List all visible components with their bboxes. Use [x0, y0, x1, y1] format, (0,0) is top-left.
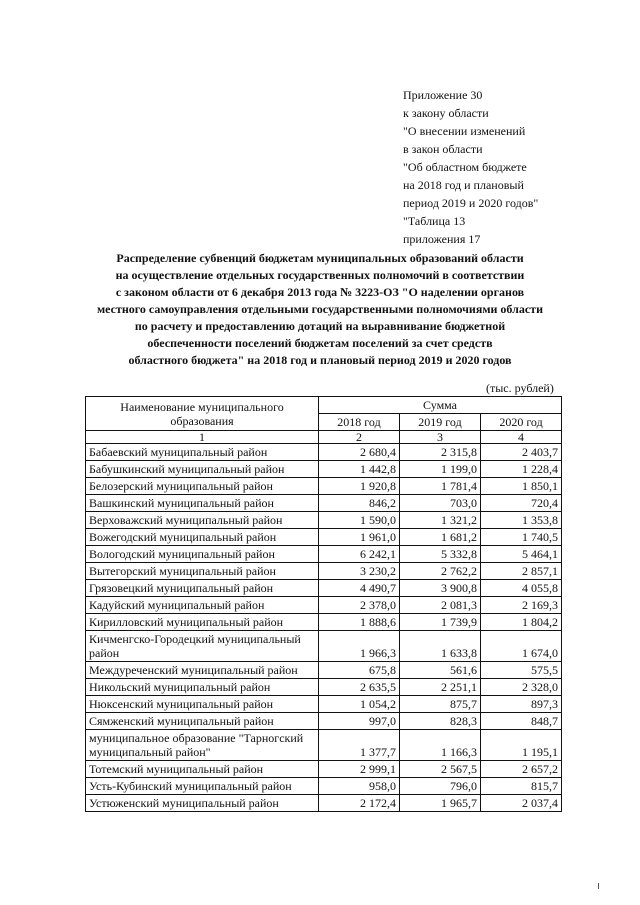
column-number: 3: [400, 431, 481, 444]
header-year-2020: 2020 год: [481, 414, 562, 431]
value-2020: 1 195,1: [481, 730, 562, 761]
table-row: [86, 580, 562, 597]
district-name: Устюженский муниципальный район: [86, 795, 319, 812]
value-2018: 4 490,7: [319, 580, 400, 597]
value-2018: 1 442,8: [319, 461, 400, 478]
value-2019: 1 739,9: [400, 614, 481, 631]
table-row: [86, 662, 562, 679]
table-row: [86, 597, 562, 614]
title-line: с законом области от 6 декабря 2013 года № 3223-ОЗ "О наделении органов: [115, 285, 525, 299]
value-2020: 1 353,8: [481, 512, 562, 529]
district-name: Нюксенский муниципальный район: [86, 696, 319, 713]
district-name: Верховажский муниципальный район: [86, 512, 319, 529]
value-2019: 2 762,2: [400, 563, 481, 580]
value-2019: 1 321,2: [400, 512, 481, 529]
value-2018: 1 054,2: [319, 696, 400, 713]
value-2019: 796,0: [400, 778, 481, 795]
table-row: [86, 563, 562, 580]
title-line: обеспеченности поселений бюджетам поселений за счет средств: [147, 336, 493, 350]
table-row: [86, 713, 562, 730]
table-row: [86, 512, 562, 529]
value-2019: 1 633,8: [400, 631, 481, 662]
appendix-line: "О внесении изменений: [403, 124, 526, 138]
document-title: [60, 250, 580, 369]
value-2018: 1 966,3: [319, 631, 400, 662]
value-2018: 3 230,2: [319, 563, 400, 580]
value-2020: 4 055,8: [481, 580, 562, 597]
value-2020: 2 169,3: [481, 597, 562, 614]
district-name: Сямженский муниципальный район: [86, 713, 319, 730]
value-2019: 1 781,4: [400, 478, 481, 495]
column-number: 2: [319, 431, 400, 444]
header-year-2019: 2019 год: [400, 414, 481, 431]
district-name: Вологодский муниципальный район: [86, 546, 319, 563]
value-2019: 703,0: [400, 495, 481, 512]
value-2018: 2 680,4: [319, 444, 400, 461]
header-name: Наименование муниципального образования: [86, 397, 319, 431]
table-row: [86, 631, 562, 662]
value-2019: 875,7: [400, 696, 481, 713]
appendix-line: приложения 17: [403, 232, 481, 246]
value-2020: 2 037,4: [481, 795, 562, 812]
value-2020: 897,3: [481, 696, 562, 713]
value-2019: 561,6: [400, 662, 481, 679]
district-name: Бабаевский муниципальный район: [86, 444, 319, 461]
value-2018: 1 888,6: [319, 614, 400, 631]
value-2019: 2 315,8: [400, 444, 481, 461]
value-2018: 997,0: [319, 713, 400, 730]
value-2018: 958,0: [319, 778, 400, 795]
table-row: [86, 614, 562, 631]
value-2019: 3 900,8: [400, 580, 481, 597]
title-line: областного бюджета" на 2018 год и плановый период 2019 и 2020 годов: [128, 353, 512, 367]
value-2019: 2 081,3: [400, 597, 481, 614]
appendix-line: "Об областном бюджете: [403, 160, 527, 174]
value-2020: 2 857,1: [481, 563, 562, 580]
appendix-line: на 2018 год и плановый: [403, 178, 524, 192]
district-name: Междуреченский муниципальный район: [86, 662, 319, 679]
value-2019: 1 681,2: [400, 529, 481, 546]
district-name: Вашкинский муниципальный район: [86, 495, 319, 512]
subsidy-table: [85, 396, 562, 812]
district-name: Кадуйский муниципальный район: [86, 597, 319, 614]
district-name: Никольский муниципальный район: [86, 679, 319, 696]
value-2020: 720,4: [481, 495, 562, 512]
table-row: [86, 679, 562, 696]
value-2018: 675,8: [319, 662, 400, 679]
value-2018: 1 590,0: [319, 512, 400, 529]
district-name: муниципальное образование "Тарногский муниципальный район": [86, 730, 319, 761]
table-row: [86, 778, 562, 795]
scan-mark: [598, 883, 599, 889]
appendix-line: Приложение 30: [403, 88, 483, 102]
value-2019: 1 166,3: [400, 730, 481, 761]
value-2020: 2 328,0: [481, 679, 562, 696]
value-2018: 2 999,1: [319, 761, 400, 778]
value-2020: 1 804,2: [481, 614, 562, 631]
value-2019: 1 965,7: [400, 795, 481, 812]
value-2018: 1 920,8: [319, 478, 400, 495]
value-2020: 1 228,4: [481, 461, 562, 478]
district-name: Усть-Кубинский муниципальный район: [86, 778, 319, 795]
header-sum: Сумма: [319, 397, 562, 414]
value-2019: 2 251,1: [400, 679, 481, 696]
table-row: [86, 529, 562, 546]
district-name: Грязовецкий муниципальный район: [86, 580, 319, 597]
district-name: Вытегорский муниципальный район: [86, 563, 319, 580]
table-row: [86, 696, 562, 713]
value-2019: 828,3: [400, 713, 481, 730]
table-row: [86, 795, 562, 812]
table-row: [86, 495, 562, 512]
district-name: Бабушкинский муниципальный район: [86, 461, 319, 478]
table-row: [86, 478, 562, 495]
appendix-line: период 2019 и 2020 годов": [403, 196, 539, 210]
value-2020: 575,5: [481, 662, 562, 679]
table-row: [86, 546, 562, 563]
value-2018: 1 961,0: [319, 529, 400, 546]
value-2020: 2 403,7: [481, 444, 562, 461]
column-number: 1: [86, 431, 319, 444]
value-2018: 6 242,1: [319, 546, 400, 563]
value-2018: 846,2: [319, 495, 400, 512]
units-label: (тыс. рублей): [486, 381, 554, 395]
value-2018: 2 378,0: [319, 597, 400, 614]
value-2020: 1 674,0: [481, 631, 562, 662]
title-line: по расчету и предоставлению дотаций на выравнивание бюджетной: [134, 319, 506, 333]
header-year-2018: 2018 год: [319, 414, 400, 431]
title-line: на осуществление отдельных государственных полномочий в соответствии: [115, 268, 525, 282]
table-row: [86, 444, 562, 461]
value-2020: 848,7: [481, 713, 562, 730]
value-2018: 2 172,4: [319, 795, 400, 812]
value-2020: 1 740,5: [481, 529, 562, 546]
appendix-line: "Таблица 13: [403, 214, 466, 228]
table-row: [86, 761, 562, 778]
title-line: Распределение субвенций бюджетам муниципальных образований области: [116, 251, 524, 265]
appendix-line: к закону области: [403, 106, 489, 120]
district-name: Вожегодский муниципальный район: [86, 529, 319, 546]
value-2019: 1 199,0: [400, 461, 481, 478]
table-row: [86, 730, 562, 761]
value-2019: 2 567,5: [400, 761, 481, 778]
district-name: Тотемский муниципальный район: [86, 761, 319, 778]
appendix-header: [403, 86, 603, 248]
value-2018: 2 635,5: [319, 679, 400, 696]
district-name: Кирилловский муниципальный район: [86, 614, 319, 631]
table-row: [86, 461, 562, 478]
district-name: Кичменгско-Городецкий муниципальный район: [86, 631, 319, 662]
value-2020: 815,7: [481, 778, 562, 795]
value-2018: 1 377,7: [319, 730, 400, 761]
appendix-line: в закон области: [403, 142, 483, 156]
value-2019: 5 332,8: [400, 546, 481, 563]
title-line: местного самоуправления отдельными государственными полномочиями области: [96, 302, 543, 316]
column-number: 4: [481, 431, 562, 444]
district-name: Белозерский муниципальный район: [86, 478, 319, 495]
value-2020: 1 850,1: [481, 478, 562, 495]
value-2020: 2 657,2: [481, 761, 562, 778]
value-2020: 5 464,1: [481, 546, 562, 563]
